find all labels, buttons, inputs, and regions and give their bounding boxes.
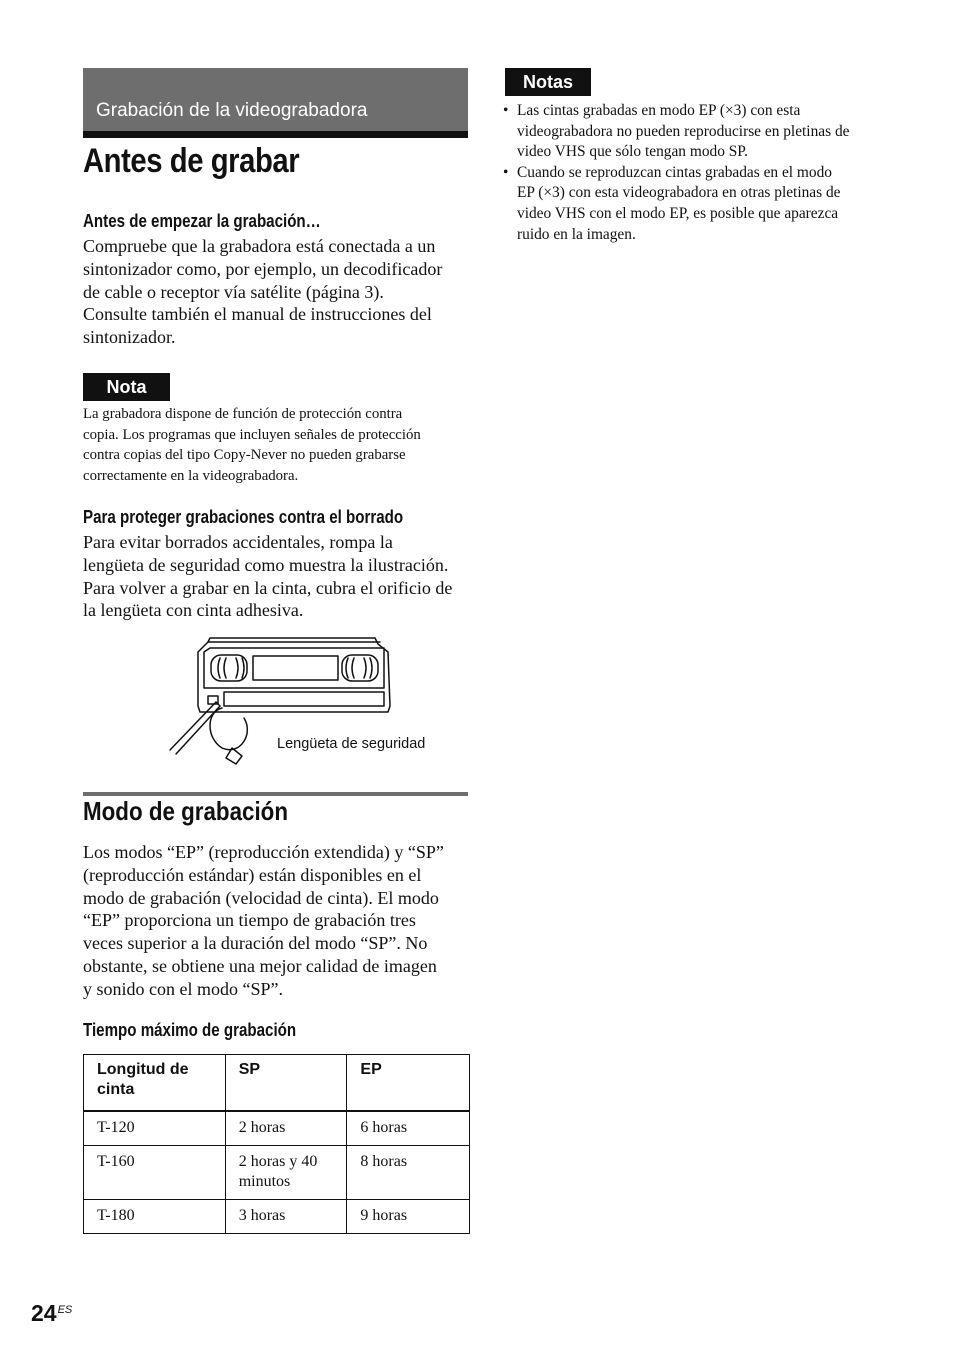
table-cell: 3 horas bbox=[225, 1199, 347, 1233]
protect-line: Para evitar borrados accidentales, rompa la bbox=[83, 532, 393, 552]
table-cell: T-180 bbox=[84, 1199, 226, 1233]
nota-text bbox=[83, 404, 421, 486]
table-header-cell: SP bbox=[225, 1055, 347, 1112]
max-time-heading: Tiempo máximo de grabación bbox=[83, 1020, 297, 1040]
table-header-cell: Longitud de cinta bbox=[84, 1055, 226, 1112]
table-header-cell: EP bbox=[347, 1055, 470, 1112]
notas-list bbox=[502, 101, 902, 245]
nota-line: copia. Los programas que incluyen señales de protección bbox=[83, 426, 421, 443]
recording-mode-line: Los modos “EP” (reproducción extendida) y “SP” bbox=[83, 842, 444, 862]
vhs-cassette-icon bbox=[160, 630, 400, 775]
protect-line: Para volver a grabar en la cinta, cubra el orificio de bbox=[83, 577, 453, 598]
table-cell: 9 horas bbox=[347, 1199, 470, 1233]
recording-mode-line: obstante, se obtiene una mejor calidad de imagen bbox=[83, 955, 437, 976]
illustration-caption: Lengüeta de seguridad bbox=[277, 736, 426, 752]
recording-mode-line: “EP” proporciona un tiempo de grabación tres bbox=[83, 910, 416, 931]
nota-label: Nota bbox=[83, 373, 170, 401]
page-number bbox=[31, 1300, 71, 1327]
before-recording-line: de cable o receptor vía satélite (página 3). bbox=[83, 281, 384, 302]
recording-time-table bbox=[83, 1054, 470, 1234]
notas-line: • Cuando se reproduzcan cintas grabadas en el modo bbox=[517, 163, 832, 181]
table-cell: 8 horas bbox=[347, 1145, 470, 1199]
table-cell: 2 horas y 40 minutos bbox=[225, 1145, 347, 1199]
section-header-band bbox=[83, 68, 468, 138]
recording-mode-line: (reproducción estándar) están disponibles en el bbox=[83, 864, 422, 885]
notas-line: ruido en la imagen. bbox=[517, 225, 636, 243]
list-item bbox=[502, 163, 902, 245]
page-number-value: 24 bbox=[31, 1300, 57, 1326]
recording-mode-line: y sonido con el modo “SP”. bbox=[83, 978, 283, 999]
protect-text bbox=[83, 531, 473, 622]
nota-line: correctamente en la videograbadora. bbox=[83, 467, 299, 484]
table-row bbox=[84, 1111, 470, 1145]
nota-line: La grabadora dispone de función de protección contra bbox=[83, 406, 403, 422]
notas-line: EP (×3) con esta videograbadora en otras pletinas de bbox=[517, 184, 841, 202]
before-recording-line: Compruebe que la grabadora está conectada a un bbox=[83, 236, 436, 256]
notas-line: video VHS con el modo EP, es posible que aparezca bbox=[517, 204, 839, 222]
page-title: Antes de grabar bbox=[83, 142, 300, 180]
protect-line: lengüeta de seguridad como muestra la ilustración. bbox=[83, 554, 449, 575]
table-cell: T-120 bbox=[84, 1111, 226, 1145]
list-item bbox=[502, 101, 902, 163]
before-recording-line: Consulte también el manual de instrucciones del bbox=[83, 304, 432, 325]
table-cell: T-160 bbox=[84, 1145, 226, 1199]
nota-line: contra copias del tipo Copy-Never no pueden grabarse bbox=[83, 447, 406, 464]
recording-mode-line: veces superior a la duración del modo “SP”. No bbox=[83, 933, 428, 954]
recording-mode-heading: Modo de grabación bbox=[83, 796, 288, 826]
table-cell: 6 horas bbox=[347, 1111, 470, 1145]
recording-mode-line: modo de grabación (velocidad de cinta). El modo bbox=[83, 887, 439, 908]
before-recording-heading: Antes de empezar la grabación… bbox=[83, 211, 321, 231]
section-header: Grabación de la videograbadora bbox=[96, 100, 368, 121]
notas-label: Notas bbox=[505, 68, 591, 96]
protect-heading: Para proteger grabaciones contra el borrado bbox=[83, 507, 404, 527]
recording-mode-text bbox=[83, 841, 473, 1001]
notas-line: videograbadora no pueden reproducirse en pletinas de bbox=[517, 122, 850, 140]
before-recording-line: sintonizador como, por ejemplo, un decodificador bbox=[83, 258, 443, 279]
table-header-row bbox=[84, 1055, 470, 1112]
table-cell: 2 horas bbox=[225, 1111, 347, 1145]
notas-line: video VHS que sólo tengan modo SP. bbox=[517, 143, 749, 161]
page-language-suffix: ES bbox=[57, 1304, 73, 1316]
table-row bbox=[84, 1145, 470, 1199]
protect-line: la lengüeta con cinta adhesiva. bbox=[83, 600, 304, 621]
before-recording-line: sintonizador. bbox=[83, 327, 176, 348]
before-recording-text bbox=[83, 235, 473, 349]
table-row bbox=[84, 1199, 470, 1233]
notas-line: • Las cintas grabadas en modo EP (×3) con esta bbox=[517, 102, 801, 119]
